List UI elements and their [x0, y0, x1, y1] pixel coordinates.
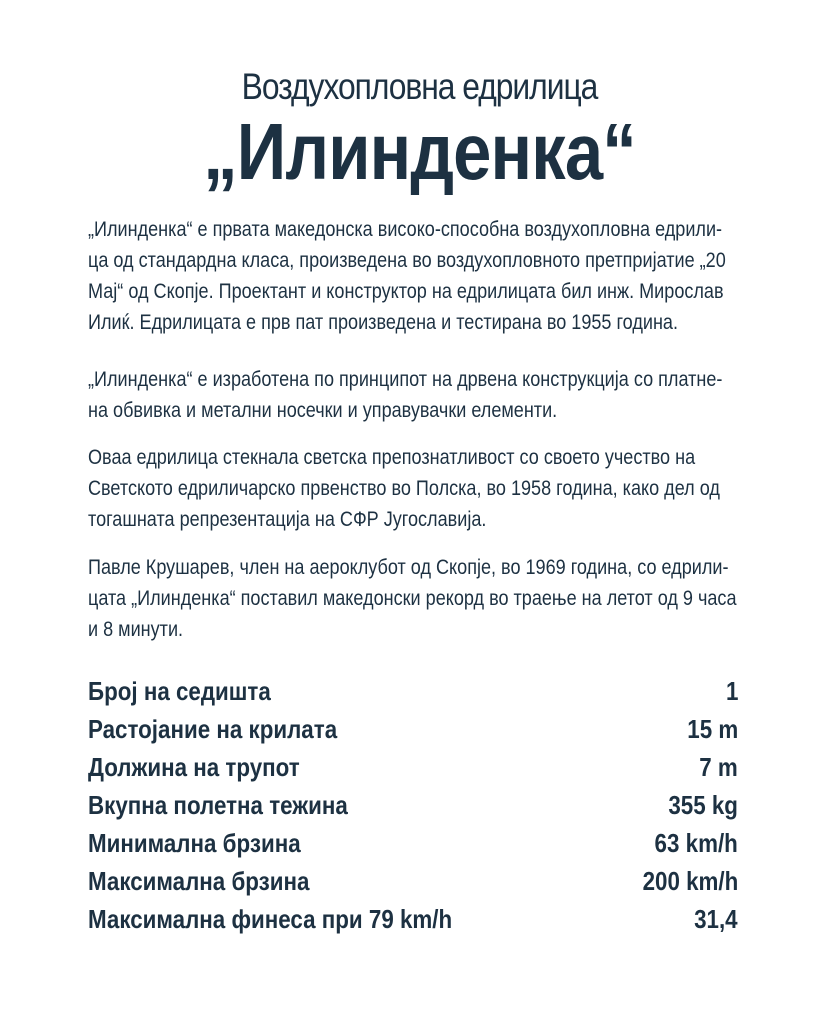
spec-label: Максимална брзина	[88, 866, 310, 896]
spec-row-max-speed	[88, 866, 738, 904]
spec-row-takeoff-weight	[88, 790, 738, 828]
paragraph-line: Светското едриличарско првенство во Полска, во 1958 година, како дел од	[88, 477, 720, 500]
paragraph-line: на обвивка и метални носечки и управувачки елементи.	[88, 399, 558, 422]
spec-label: Минимална брзина	[88, 828, 301, 858]
paragraph-line: „Илинденка“ е првата македонска високо-способна воздухопловна едрили-	[88, 218, 723, 241]
paragraph-line: цата „Илинденка“ поставил македонски рекорд во траење на летот од 9 часа	[88, 587, 737, 610]
paragraph-line: Павле Крушарев, член на аероклубот од Скопје, во 1969 година, со едрили-	[88, 556, 729, 579]
paragraph-line: Илиќ. Едрилицата е прв пат произведена и тестирана во 1955 година.	[88, 311, 679, 334]
spec-row-wingspan	[88, 714, 738, 752]
spec-row-glide-ratio	[88, 904, 738, 942]
paragraph-intro	[88, 214, 724, 338]
spec-value: 31,4	[694, 904, 738, 934]
spec-row-length	[88, 752, 738, 790]
spec-value: 7 m	[699, 752, 738, 782]
spec-value: 63 km/h	[654, 828, 738, 858]
paragraph-line: „Илинденка“ е изработена по принципот на дрвена конструкција со платне-	[88, 368, 723, 391]
spec-label: Должина на трупот	[88, 752, 300, 782]
page-subtitle: Воздухопловна едрилица	[241, 66, 598, 107]
paragraph-record	[88, 552, 737, 645]
page-title: „Илинденка“	[203, 107, 636, 196]
specifications-table	[88, 676, 738, 942]
paragraph-construction	[88, 364, 724, 426]
spec-label: Вкупна полетна тежина	[88, 790, 348, 820]
paragraph-line: Мај“ од Скопје. Проектант и конструктор на едрилицата бил инж. Мирослав	[88, 280, 724, 303]
paragraph-line: тогашната репрезентација на СФР Југославија.	[88, 508, 487, 531]
spec-label: Максимална финеса при 79 km/h	[88, 904, 453, 934]
spec-value: 1	[725, 676, 738, 706]
spec-value: 355 kg	[668, 790, 738, 820]
spec-label: Број на седишта	[88, 676, 271, 706]
paragraph-line: и 8 минути.	[88, 618, 184, 641]
spec-value: 15 m	[687, 714, 738, 744]
spec-row-min-speed	[88, 828, 738, 866]
paragraph-championship	[88, 442, 724, 535]
spec-value: 200 km/h	[642, 866, 738, 896]
spec-row-seats	[88, 676, 738, 714]
paragraph-line: ца од стандардна класа, произведена во воздухопловното претпријатие „20	[88, 249, 726, 272]
paragraph-line: Оваа едрилица стекнала светска препознатливост со своето учество на	[88, 446, 696, 469]
spec-label: Растојание на крилата	[88, 714, 338, 744]
